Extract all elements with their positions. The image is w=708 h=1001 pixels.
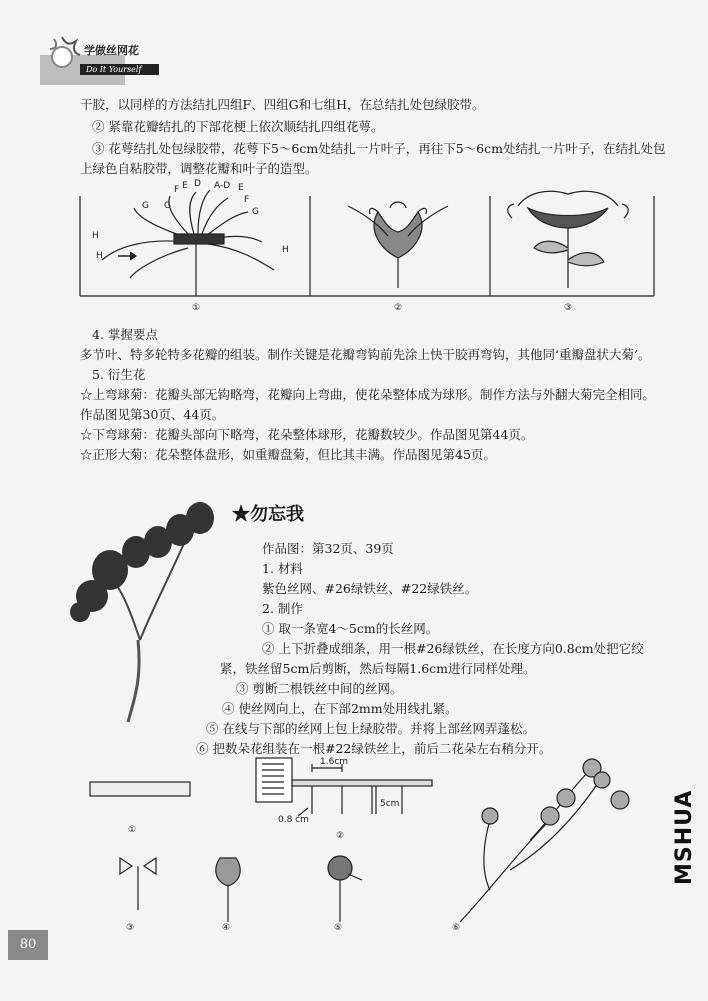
section5-line-2: 作品图见第30页、44页。 xyxy=(80,407,225,422)
fmn-step-3: ③ 剪断二根铁丝中间的丝网。 xyxy=(236,681,403,696)
section4-title: 4. 掌握要点 xyxy=(92,327,158,342)
fig1-label-e-left: E xyxy=(182,181,188,191)
fig1-label-h-right: H xyxy=(282,245,289,255)
chrysanthemum-figure xyxy=(78,178,658,318)
forget-me-not-title: ★勿忘我 xyxy=(232,504,304,525)
fig2-number-5: ⑤ xyxy=(334,923,343,933)
fig2-number-4: ④ xyxy=(222,923,231,933)
fmn-step-4: ④ 使丝网向上，在下部2mm处用线扎紧。 xyxy=(222,701,458,716)
section5-title: 5. 衍生花 xyxy=(92,367,146,382)
section4-text: 多节叶、特多轮特多花瓣的组装。制作关键是花瓣弯钩前先涂上快干胶再弯钩，其他同‘重瓣盘状大菊’。 xyxy=(80,347,651,362)
fig1-label-f-right: F xyxy=(244,195,250,205)
fig1-label-d-left: D xyxy=(194,179,201,189)
section5-line-3: ☆下弯球菊：花瓣头部向下略弯，花朵整体球形，花瓣数较少。作品图见第44页。 xyxy=(80,427,534,442)
fig1-number-2: ② xyxy=(394,303,403,313)
fmn-materials: 紫色丝网、#26绿铁丝、#22绿铁丝。 xyxy=(262,581,478,596)
fig2-dim-side: 5cm xyxy=(380,799,400,809)
fig1-label-h-left: H xyxy=(92,231,99,241)
fmn-step-2-cont: 紧，铁丝留5cm后剪断，然后每隔1.6cm进行同样处理。 xyxy=(220,661,536,676)
fig1-label-ad: A-D xyxy=(214,181,231,191)
fmn-step-2: ② 上下折叠成细条，用一根#26绿铁丝，在长度方向0.8cm处把它绞 xyxy=(262,641,644,656)
fmn-step-6: ⑥ 把数朵花组装在一根#22绿铁丝上，前后二花朵左右稍分开。 xyxy=(196,741,552,756)
fig2-number-1: ① xyxy=(128,825,137,835)
forget-me-not-photo xyxy=(70,490,220,725)
fig2-number-6: ⑥ xyxy=(452,923,461,933)
fmn-method-title: 2. 制作 xyxy=(262,601,303,616)
fig1-number-3: ③ xyxy=(564,303,573,313)
page-number: 80 xyxy=(8,930,48,960)
fig1-label-h-left2: H xyxy=(96,251,103,261)
intro-line-2: ② 紧靠花瓣结扎的下部花梗上依次顺结扎四组花萼。 xyxy=(92,119,384,134)
fig2-dim-top: 1.6cm xyxy=(320,757,349,767)
fig1-label-e-right: E xyxy=(238,183,244,193)
forget-me-not-steps-figure xyxy=(80,750,640,940)
header-subtitle: Do It Yourself xyxy=(80,64,159,75)
fmn-refs: 作品图：第32页、39页 xyxy=(262,541,394,556)
fmn-step-1: ① 取一条宽4～5cm的长丝网。 xyxy=(262,621,439,636)
fig1-number-1: ① xyxy=(192,303,201,313)
fmn-step-5: ⑤ 在线与下部的丝网上包上绿胶带。并将上部丝网弄蓬松。 xyxy=(206,721,535,736)
fig2-number-2: ② xyxy=(336,831,345,841)
fig1-label-g-left: G xyxy=(164,201,171,211)
intro-line-1: 干胶，以同样的方法结扎四组F、四组G和七组H，在总结扎处包绿胶带。 xyxy=(80,97,485,112)
fmn-materials-title: 1. 材料 xyxy=(262,561,303,576)
fig1-label-f-left: F xyxy=(174,185,180,195)
header-title: 学做丝网花 xyxy=(84,44,139,57)
intro-line-3: ③ 花萼结扎处包绿胶带，花萼下5～6cm处结扎一片叶子，再往下5～6cm处结扎一片叶子，在结扎处包 xyxy=(92,141,666,156)
section5-line-1: ☆上弯球菊：花瓣头部无钩略弯，花瓣向上弯曲，使花朵整体成为球形。制作方法与外翻大菊完全相同。 xyxy=(80,387,656,402)
fig1-label-g-right: G xyxy=(252,207,259,217)
fig1-label-g-far: G xyxy=(142,201,149,211)
intro-line-4: 上绿色自粘胶带，调整花瓣和叶子的造型。 xyxy=(80,161,318,176)
fig2-number-3: ③ xyxy=(126,923,135,933)
section5-line-4: ☆正形大菊：花朵整体盘形，如重瓣盘菊，但比其丰满。作品图见第45页。 xyxy=(80,447,496,462)
fig2-dim-left: 0.8 cm xyxy=(278,815,309,825)
watermark: MSHUA xyxy=(672,789,697,885)
